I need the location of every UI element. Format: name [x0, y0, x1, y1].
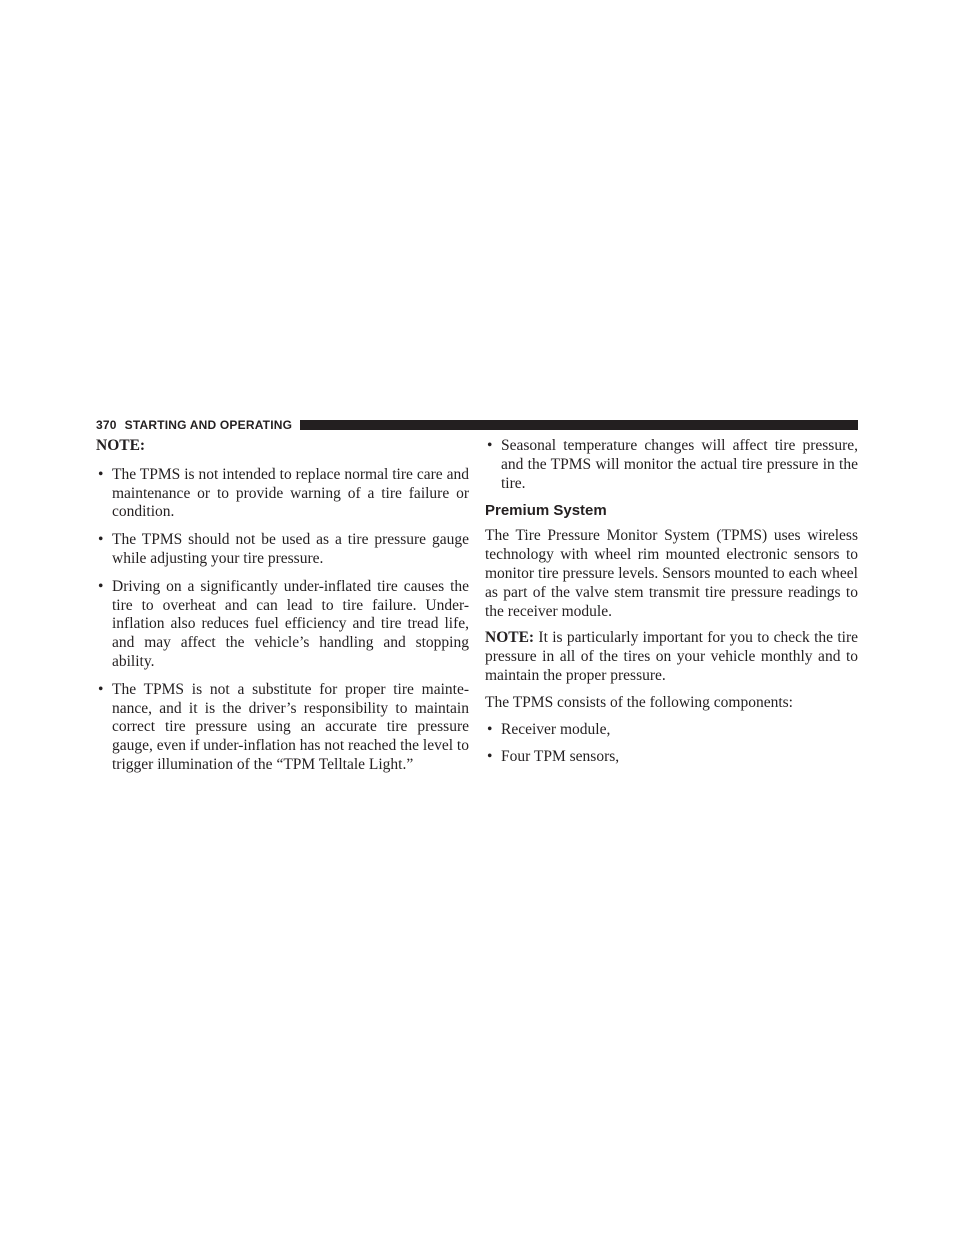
header-rule	[300, 420, 858, 430]
list-item: • Receiver module,	[485, 721, 858, 740]
continued-bullet-list	[485, 437, 858, 493]
body-paragraph: The TPMS consists of the following components:	[485, 693, 793, 711]
left-column	[96, 437, 469, 784]
body-paragraph: The Tire Pressure Monitor System (TPMS) uses wireless technology with wheel rim mounted electronic sensors to monitor tire pressure levels. Sensors mounted to each wheel as part of the valve stem transmit tire pressure readings to the receiver module.	[485, 527, 858, 620]
section-title: STARTING AND OPERATING	[124, 418, 293, 432]
note-label: NOTE:	[96, 437, 146, 454]
note-bullet-list	[96, 466, 469, 775]
list-item: • Driving on a significantly under-inflated tire causes the tire to overheat and can lead to tire failure. Under-inflation also reduces fuel efficiency and tire tread life, and may affect the vehicle’s handling and stopping ability.	[96, 578, 469, 672]
list-item: • Seasonal temperature changes will affect tire pressure, and the TPMS will monitor the actual tire pressure in the tire.	[485, 437, 858, 493]
list-item: • Four TPM sensors,	[485, 748, 858, 767]
page-number: 370	[96, 418, 117, 432]
list-item: • The TPMS should not be used as a tire pressure gauge while adjusting your tire pressure.	[96, 531, 469, 569]
right-column	[485, 437, 858, 776]
note-label: NOTE:	[485, 629, 535, 647]
components-list	[485, 721, 858, 768]
note-paragraph	[485, 629, 858, 685]
note-text: It is particularly important for you to check the tire pressure in all of the tires on your vehicle monthly and to maintain the proper pressure.	[485, 629, 858, 684]
page-header	[96, 417, 858, 433]
section-heading: Premium System	[485, 502, 607, 520]
list-item: • The TPMS is not a substitute for proper tire mainte-nance, and it is the driver’s responsibility to maintain correct tire pressure using an accurate tire pressure gauge, even if under-inflation has not reached the level to trigger illumination of the “TPM Telltale Light.”	[96, 681, 469, 775]
list-item: • The TPMS is not intended to replace normal tire care and maintenance or to provide warning of a tire failure or condition.	[96, 466, 469, 522]
